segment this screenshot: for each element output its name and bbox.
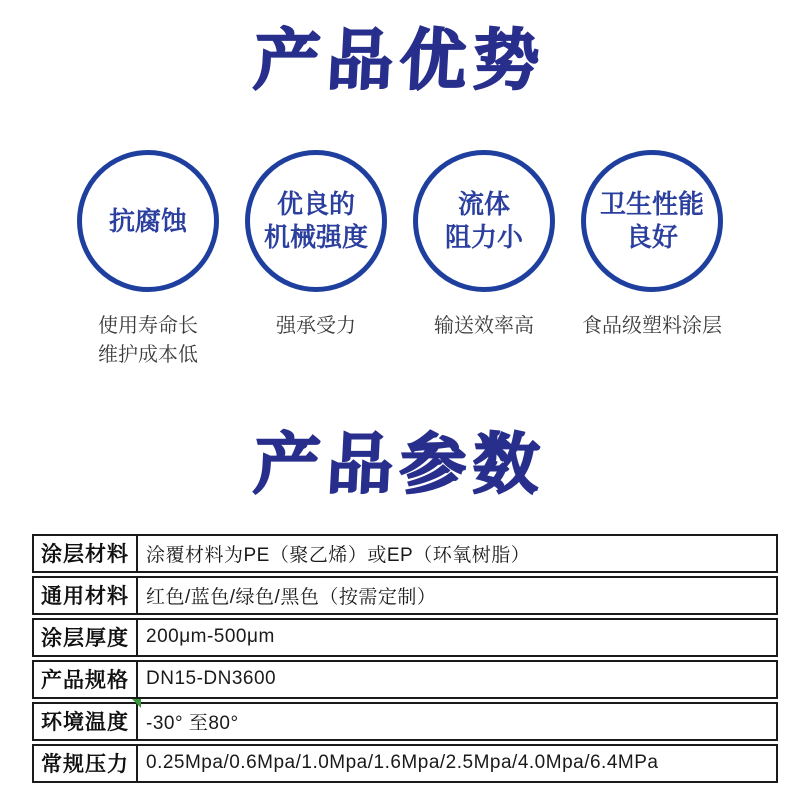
row-label: 涂层材料 <box>34 536 138 571</box>
circle-text: 抗腐蚀 <box>108 205 187 236</box>
advantages-title: 产品优势 <box>252 23 548 97</box>
advantage-item-mechanical-strength <box>245 150 387 370</box>
caption-text: 维护成本低 <box>98 343 198 366</box>
circle-text: 良好 <box>625 221 678 252</box>
advantage-circle <box>77 150 219 292</box>
circle-text: 机械强度 <box>263 221 368 252</box>
row-value: 涂覆材料为PE（聚乙烯）或EP（环氧树脂） <box>146 544 531 566</box>
circle-text: 卫生性能 <box>599 189 704 220</box>
advantage-item-hygiene <box>581 150 723 370</box>
advantages-row <box>0 150 800 370</box>
advantage-caption <box>98 312 198 370</box>
green-corner-marker <box>132 699 141 708</box>
advantage-caption <box>276 312 356 341</box>
row-value: 200μm-500μm <box>146 626 275 648</box>
row-label: 环境温度 <box>34 704 138 739</box>
caption-text: 强承受力 <box>276 314 356 337</box>
row-label: 通用材料 <box>34 578 138 613</box>
row-label: 产品规格 <box>34 662 138 697</box>
table-row-product-spec <box>32 660 778 699</box>
advantage-item-low-resistance <box>413 150 555 370</box>
row-label: 涂层厚度 <box>34 620 138 655</box>
table-row-coating-material <box>32 534 778 573</box>
advantage-item-anticorrosion <box>77 150 219 370</box>
table-row-ambient-temperature <box>32 702 778 741</box>
row-value: DN15-DN3600 <box>146 668 277 690</box>
advantage-caption <box>434 312 534 341</box>
caption-text: 使用寿命长 <box>98 314 198 337</box>
parameters-title: 产品参数 <box>252 426 548 501</box>
row-value: 0.25Mpa/0.6Mpa/1.0Mpa/1.6Mpa/2.5Mpa/4.0Mpa/6.4MPa <box>146 752 659 774</box>
advantage-circle <box>245 150 387 292</box>
circle-text: 阻力小 <box>444 221 523 252</box>
table-row-coating-thickness <box>32 618 778 657</box>
parameters-table <box>32 534 778 783</box>
advantage-circle <box>581 150 723 292</box>
row-value: -30° 至80° <box>146 712 239 734</box>
advantage-caption <box>582 312 722 341</box>
circle-text: 优良的 <box>276 189 355 220</box>
product-page <box>0 24 800 783</box>
table-row-standard-pressure <box>32 744 778 783</box>
row-label: 常规压力 <box>34 746 138 781</box>
row-value: 红色/蓝色/绿色/黑色（按需定制） <box>146 586 437 608</box>
caption-text: 食品级塑料涂层 <box>582 314 722 337</box>
advantage-circle <box>413 150 555 292</box>
circle-text: 流体 <box>457 189 510 220</box>
table-row-general-material <box>32 576 778 615</box>
caption-text: 输送效率高 <box>434 314 534 337</box>
